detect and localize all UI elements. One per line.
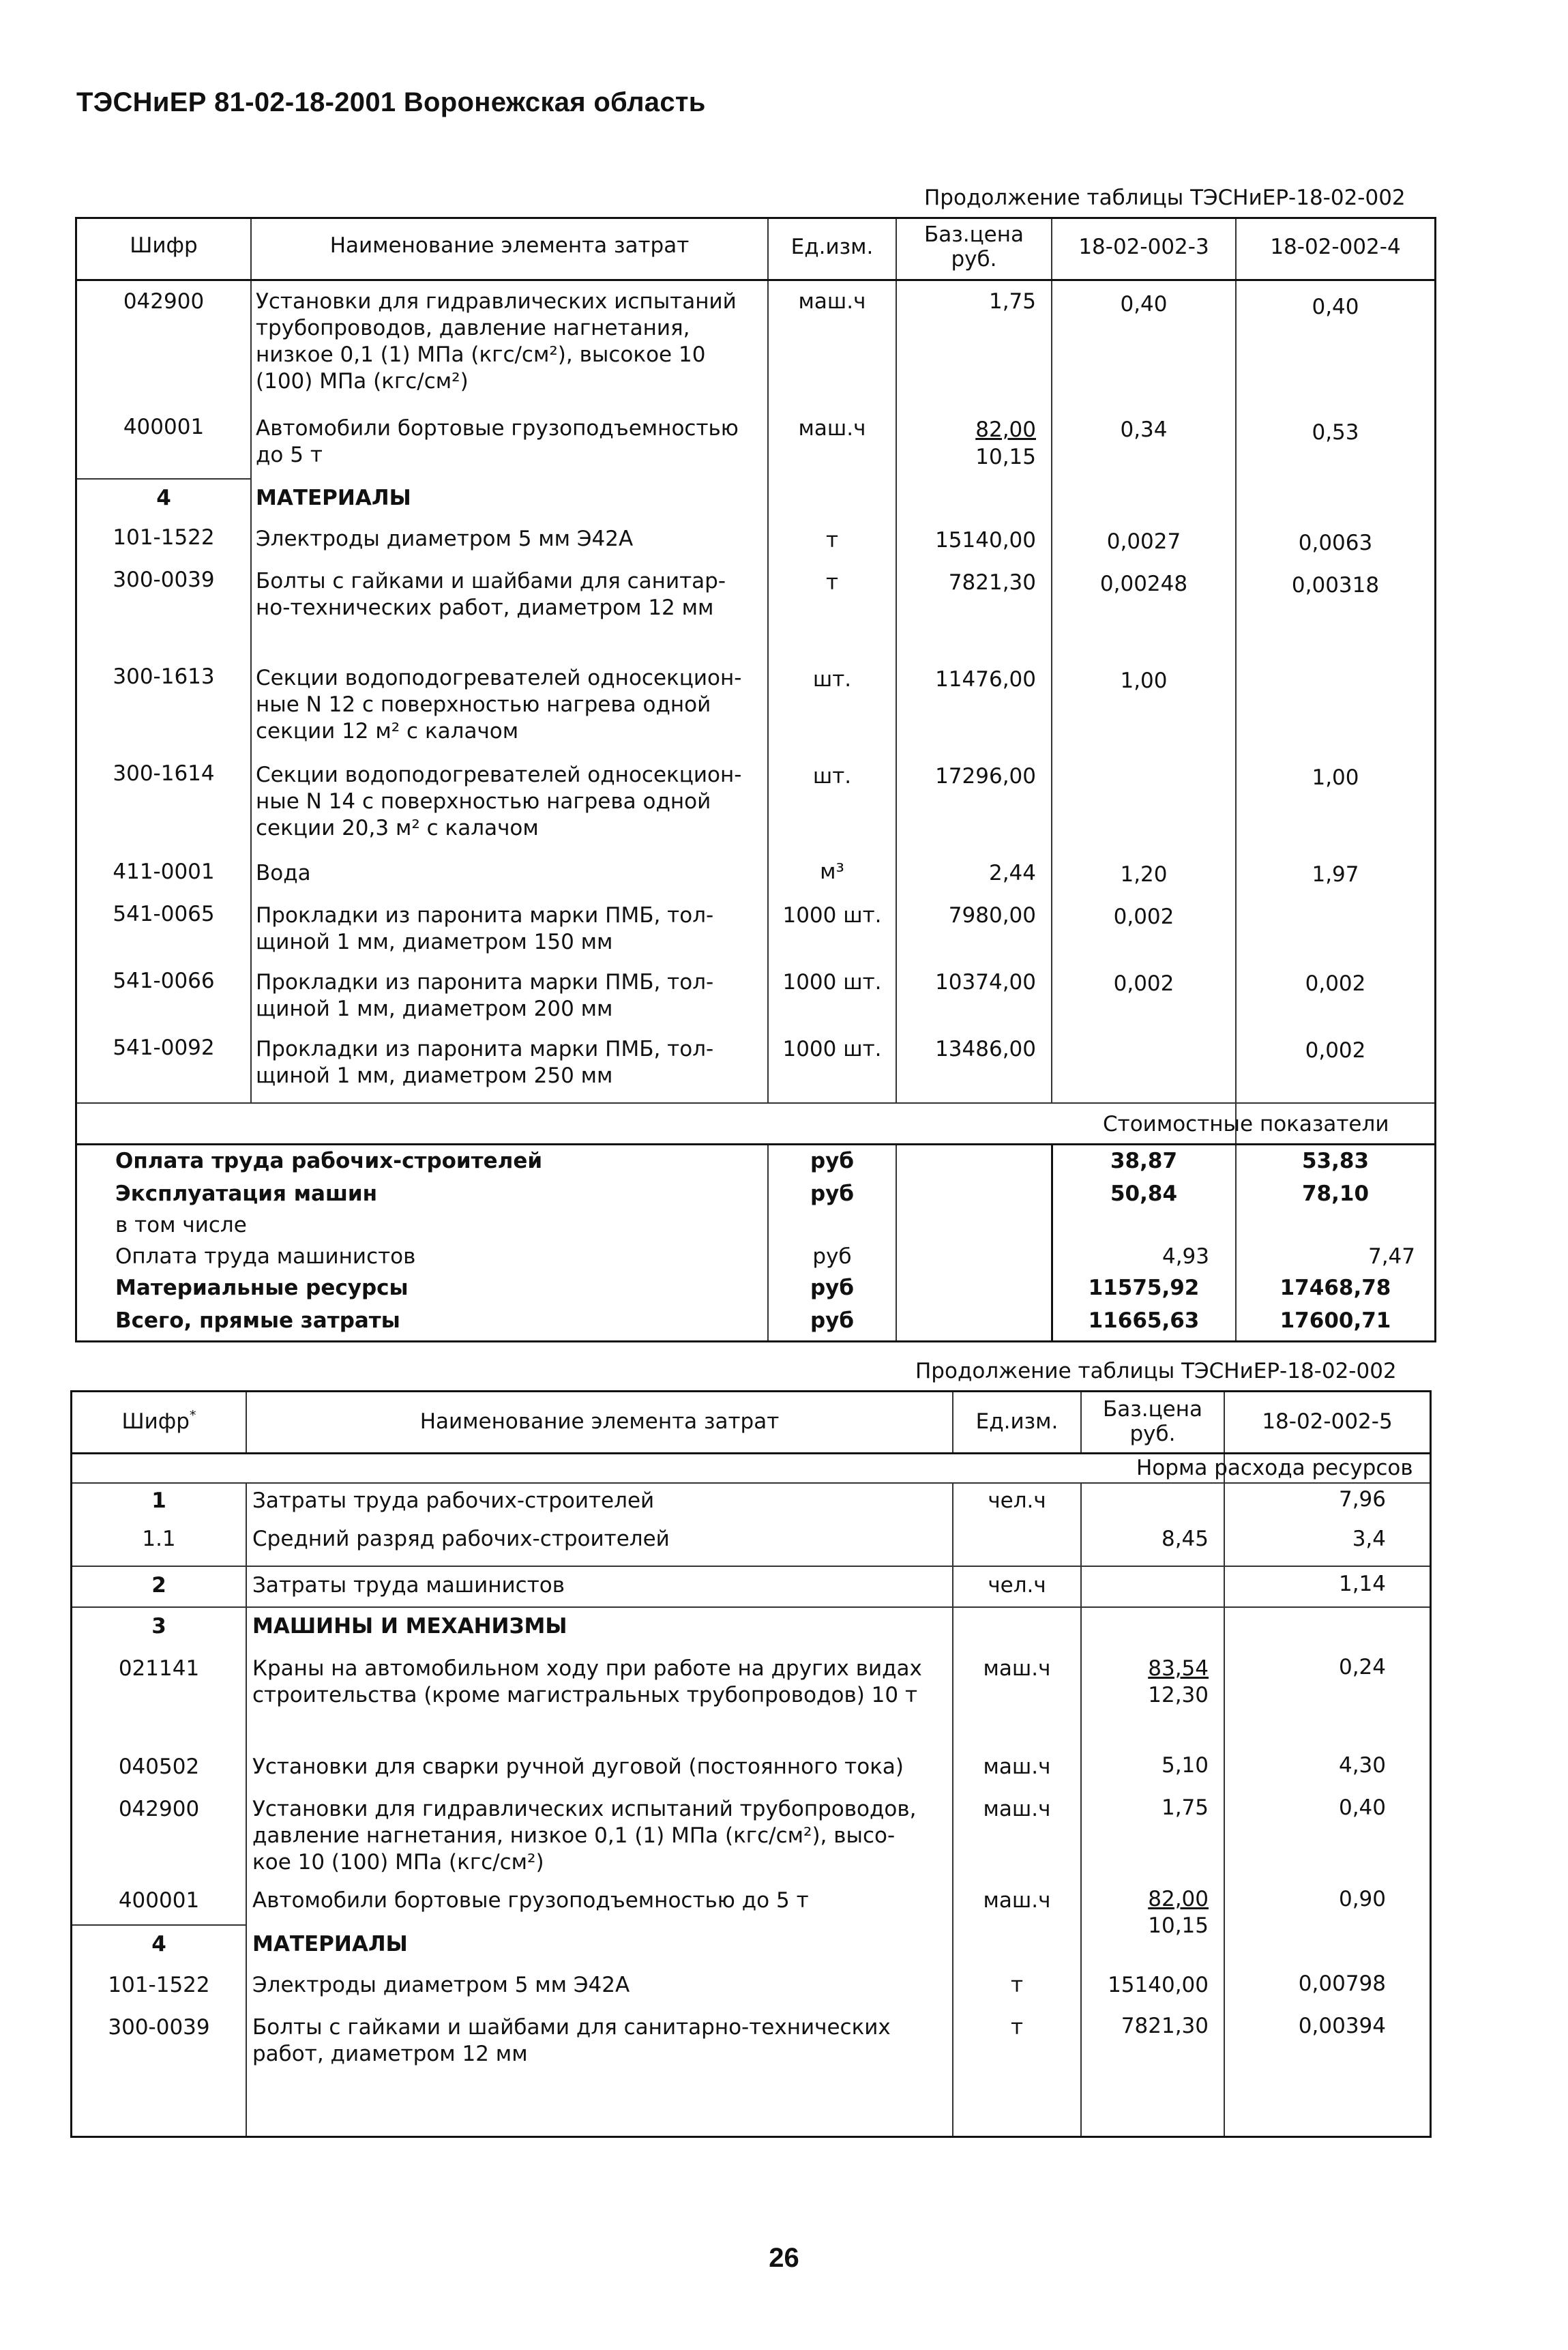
row-code: 541-0092 [113, 1036, 215, 1060]
row-name-line: давление нагнетания, низкое 0,1 (1) МПа (кгс/см²), высо- [252, 1823, 896, 1848]
table2-header-rule [72, 1452, 1430, 1454]
row-value-col1: 0,002 [1113, 905, 1174, 929]
row-name-line: Прокладки из паронита марки ПМБ, тол- [256, 1037, 714, 1061]
col-header-unit: Ед.изм. [975, 1409, 1059, 1434]
row-name-line: Средний разряд рабочих-строителей [252, 1527, 670, 1551]
cost-row-value-col2: 17468,78 [1279, 1276, 1391, 1300]
col-header-code [72, 1409, 246, 1435]
row-code: 541-0065 [113, 902, 215, 926]
cost-row-value-col2: 7,47 [1367, 1244, 1415, 1269]
row-name-line: щиной 1 мм, диаметром 150 мм [256, 930, 613, 954]
row-name-line: Краны на автомобильном ходу при работе на других видах [252, 1656, 922, 1681]
cost-row-unit: руб [810, 1308, 855, 1333]
row-value-col1: 0,00248 [1099, 572, 1188, 596]
row-unit: чел.ч [988, 1573, 1046, 1598]
row-name-line: ные N 14 с поверхностью нагрева одной [256, 789, 711, 814]
cost-row-value-col1: 11575,92 [1088, 1276, 1200, 1300]
row-value: 1,14 [1338, 1572, 1386, 1596]
cost-row-name: Материальные ресурсы [115, 1276, 409, 1300]
row-unit: 1000 шт. [782, 903, 882, 928]
table1-continuation-caption: Продолжение таблицы ТЭСНиЕР-18-02-002 [924, 186, 1406, 210]
row-name-line: Установки для гидравлических испытаний [256, 289, 737, 314]
col-header-name: Наименование элемента затрат [329, 233, 690, 258]
cost-row-unit: руб [810, 1181, 855, 1206]
row-price: 13486,00 [935, 1037, 1036, 1061]
table2-divider [246, 1482, 247, 2136]
table1-divider [250, 219, 252, 1102]
row-price: 10374,00 [935, 970, 1036, 995]
col-header-code-text: Шифр [121, 1409, 190, 1434]
row-unit: маш.ч [983, 1888, 1051, 1913]
row-code: 2 [151, 1573, 166, 1598]
row-name-line: Секции водоподогревателей односекцион- [256, 666, 742, 690]
row-value: 3,4 [1352, 1527, 1386, 1551]
resource-norm-header: Норма расхода ресурсов [1136, 1456, 1413, 1480]
row-name-line: Затраты труда рабочих-строителей [252, 1488, 655, 1513]
table1-divider [1051, 219, 1052, 1102]
row-price: 1,75 [988, 289, 1036, 314]
row-price: 15140,00 [1108, 1973, 1209, 1997]
col-header-code: Шифр [130, 233, 198, 258]
row-price-secondary: 12,30 [1148, 1683, 1209, 1707]
section-title: МАТЕРИАЛЫ [252, 1932, 408, 1956]
cost-row-name: Эксплуатация машин [115, 1181, 378, 1206]
row-name-line: ные N 12 с поверхностью нагрева одной [256, 692, 711, 717]
section-code: 4 [156, 486, 171, 510]
row-unit: т [1010, 2015, 1024, 2040]
row-price: 11476,00 [935, 667, 1036, 692]
cost-row-unit: руб [812, 1244, 852, 1269]
col-header-price-unit: руб. [951, 247, 997, 271]
row-unit: маш.ч [798, 416, 866, 441]
col-header-unit: Ед.изм. [790, 235, 874, 259]
cost-row-value-col1: 38,87 [1110, 1149, 1178, 1173]
row-value-col1: 0,40 [1120, 292, 1168, 317]
row-price: 7821,30 [948, 570, 1036, 595]
col-header-18-02-002-3: 18-02-002-3 [1078, 235, 1209, 259]
row-value-col2: 0,0063 [1298, 531, 1373, 555]
row-value-col2: 1,00 [1312, 765, 1359, 790]
row-price: 82,00 [1148, 1887, 1209, 1911]
row-code: 101-1522 [108, 1973, 210, 1997]
col-header-price-unit: руб. [1129, 1422, 1176, 1446]
table1-rule [77, 1102, 1434, 1104]
row-value-col1: 1,00 [1120, 669, 1168, 693]
row-price: 17296,00 [935, 764, 1036, 789]
row-code: 400001 [123, 415, 205, 439]
row-price-secondary: 10,15 [975, 445, 1036, 469]
row-unit: маш.ч [798, 289, 866, 314]
cost-row-value-col1: 4,93 [1162, 1244, 1209, 1269]
row-unit: т [825, 570, 839, 595]
row-code: 411-0001 [113, 860, 215, 884]
row-price: 5,10 [1161, 1753, 1209, 1778]
cost-row-name: в том числе [115, 1213, 247, 1237]
row-name-line: но-технических работ, диаметром 12 мм [256, 596, 714, 620]
cost-row-value-col2: 78,10 [1301, 1181, 1370, 1206]
row-name-line: до 5 т [256, 443, 323, 467]
row-code: 1.1 [142, 1527, 176, 1551]
cost-row-value-col1: 11665,63 [1088, 1308, 1200, 1333]
col-header-18-02-002-4: 18-02-002-4 [1270, 235, 1401, 259]
row-value-col2: 0,002 [1305, 1038, 1366, 1063]
document-title: ТЭСНиЕР 81-02-18-2001 Воронежская область [76, 87, 706, 117]
cost-row-unit: руб [810, 1276, 855, 1300]
row-name-line: Вода [256, 861, 311, 885]
table2 [70, 1390, 1432, 2138]
row-price: 7980,00 [948, 903, 1036, 928]
table1-header-rule [77, 279, 1434, 281]
row-value: 0,00798 [1298, 1971, 1386, 1996]
row-name-line: секции 20,3 м² с калачом [256, 816, 539, 840]
table2-rule [72, 1566, 1430, 1567]
section-code: 4 [151, 1932, 166, 1956]
row-code: 042900 [118, 1797, 200, 1821]
row-code: 040502 [118, 1754, 200, 1779]
row-name-line: Болты с гайками и шайбами для санитар- [256, 569, 726, 593]
row-unit: шт. [812, 764, 852, 789]
row-name-line: Прокладки из паронита марки ПМБ, тол- [256, 970, 714, 995]
row-name-line: секции 12 м² с калачом [256, 719, 519, 744]
row-value-col2: 0,53 [1312, 420, 1359, 445]
row-code: 300-0039 [113, 568, 215, 592]
row-unit: 1000 шт. [782, 1037, 882, 1061]
row-name-line: низкое 0,1 (1) МПа (кгс/см²), высокое 10 [256, 342, 706, 367]
row-code: 300-1613 [113, 664, 215, 689]
row-value-col2: 1,97 [1312, 862, 1359, 887]
cost-row-name: Оплата труда машинистов [115, 1244, 416, 1269]
cost-row-value-col1: 50,84 [1110, 1181, 1178, 1206]
table1 [75, 217, 1436, 1342]
page-number: 26 [769, 2243, 799, 2273]
row-unit: чел.ч [988, 1488, 1046, 1513]
table1-rule [77, 1143, 1434, 1145]
cost-row-unit: руб [810, 1149, 855, 1173]
col-header-name: Наименование элемента затрат [419, 1409, 780, 1434]
row-unit: 1000 шт. [782, 970, 882, 995]
row-code: 042900 [123, 289, 205, 314]
section-title: МАТЕРИАЛЫ [256, 486, 411, 510]
row-code: 541-0066 [113, 969, 215, 993]
row-name-line: Автомобили бортовые грузоподъемностью до 5 т [252, 1888, 809, 1913]
row-value-col1: 0,002 [1113, 971, 1174, 996]
row-value-col2: 0,00318 [1291, 573, 1380, 598]
row-unit: маш.ч [983, 1797, 1051, 1821]
row-value-col1: 0,34 [1120, 417, 1168, 442]
section-code: 3 [151, 1614, 166, 1639]
row-unit: маш.ч [983, 1656, 1051, 1681]
row-name-line: Установки для гидравлических испытаний трубопроводов, [252, 1797, 917, 1821]
table2-rule [72, 1606, 1430, 1608]
row-name-line: строительства (кроме магистральных трубопроводов) 10 т [252, 1683, 918, 1707]
row-name-line: кое 10 (100) МПа (кгс/см²) [252, 1850, 544, 1875]
row-value-col2: 0,002 [1305, 971, 1366, 996]
section-title: МАШИНЫ И МЕХАНИЗМЫ [252, 1614, 567, 1639]
row-price: 1,75 [1161, 1795, 1209, 1820]
row-price: 83,54 [1148, 1656, 1209, 1681]
row-price: 15140,00 [935, 528, 1036, 553]
row-unit: м³ [820, 860, 844, 884]
row-price: 8,45 [1161, 1527, 1209, 1551]
row-unit: шт. [812, 667, 852, 692]
row-name-line: щиной 1 мм, диаметром 250 мм [256, 1063, 613, 1088]
col-header-18-02-002-5: 18-02-002-5 [1262, 1409, 1393, 1434]
cost-row-value-col2: 53,83 [1301, 1149, 1370, 1173]
row-name-line: Затраты труда машинистов [252, 1573, 565, 1598]
table1-rule [77, 478, 250, 480]
row-value: 4,30 [1338, 1753, 1386, 1778]
row-name-line: трубопроводов, давление нагнетания, [256, 316, 690, 340]
row-code: 101-1522 [113, 525, 215, 550]
row-value-col1: 0,0027 [1106, 529, 1181, 554]
row-value: 7,96 [1338, 1487, 1386, 1512]
cost-row-value-col2: 17600,71 [1279, 1308, 1391, 1333]
row-code: 300-1614 [113, 761, 215, 786]
row-name-line: Автомобили бортовые грузоподъемностью [256, 416, 739, 441]
row-price: 2,44 [988, 861, 1036, 885]
row-price-secondary: 10,15 [1148, 1913, 1209, 1938]
row-code: 021141 [118, 1656, 200, 1681]
footnote-mark: * [189, 1408, 196, 1423]
row-name-line: Болты с гайками и шайбами для санитарно-технических [252, 2015, 891, 2040]
table2-rule [72, 1482, 1430, 1484]
row-name-line: Электроды диаметром 5 мм Э42А [252, 1973, 630, 1997]
row-name-line: Установки для сварки ручной дуговой (постоянного тока) [252, 1754, 904, 1779]
row-name-line: Электроды диаметром 5 мм Э42А [256, 527, 634, 551]
row-value: 0,24 [1338, 1655, 1386, 1679]
row-value-col2: 0,40 [1312, 295, 1359, 319]
row-code: 300-0039 [108, 2015, 210, 2040]
row-unit: т [1010, 1973, 1024, 1997]
col-header-price: Баз.цена [923, 222, 1024, 247]
row-value: 0,90 [1338, 1887, 1386, 1911]
row-unit: т [825, 528, 839, 553]
row-value-col1: 1,20 [1120, 862, 1168, 887]
cost-row-name: Всего, прямые затраты [115, 1308, 400, 1333]
row-name-line: работ, диаметром 12 мм [252, 2042, 528, 2066]
table1-divider [896, 1143, 897, 1340]
row-value: 0,00394 [1298, 2014, 1386, 2038]
row-price: 82,00 [975, 417, 1036, 442]
row-name-line: (100) МПа (кгс/см²) [256, 369, 469, 394]
cost-row-name: Оплата труда рабочих-строителей [115, 1149, 543, 1173]
row-name-line: щиной 1 мм, диаметром 200 мм [256, 997, 613, 1021]
row-price: 7821,30 [1121, 2014, 1209, 2038]
col-header-price: Баз.цена [1102, 1397, 1203, 1422]
row-name-line: Прокладки из паронита марки ПМБ, тол- [256, 903, 714, 928]
table2-rule [72, 1924, 246, 1926]
row-name-line: Секции водоподогревателей односекцион- [256, 763, 742, 787]
row-unit: маш.ч [983, 1754, 1051, 1779]
table2-continuation-caption: Продолжение таблицы ТЭСНиЕР-18-02-002 [915, 1359, 1397, 1383]
row-code: 1 [151, 1488, 166, 1513]
row-value: 0,40 [1338, 1795, 1386, 1820]
row-code: 400001 [118, 1888, 200, 1913]
cost-indicators-header: Стоимостные показатели [1103, 1112, 1389, 1136]
